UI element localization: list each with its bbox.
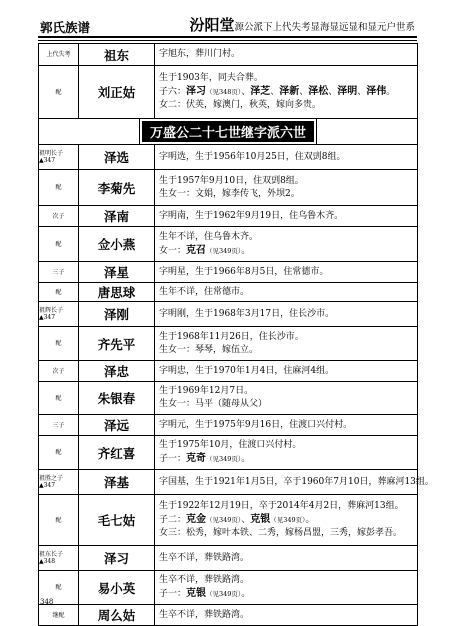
info-line <box>159 266 417 279</box>
info-line <box>159 331 417 344</box>
person-row <box>39 44 418 66</box>
info-text: 生年不详，住乌鲁木齐。 <box>159 231 259 242</box>
info-text: 字明元，生于1975年9月16日，住渡口兴付村。 <box>159 419 353 430</box>
relation-label: 配 <box>55 516 62 524</box>
info-line <box>159 513 417 527</box>
person-info <box>155 206 418 227</box>
page-reference: （见349页） <box>206 455 242 463</box>
info-text: 生年不详，住常德市。 <box>159 286 250 297</box>
info-line <box>159 48 417 61</box>
person-row <box>39 382 418 415</box>
child-name: 泽习 <box>186 86 207 97</box>
info-text: 子六： <box>159 87 187 97</box>
info-text: 字明刚，生于1968年3月17日，住长沙市。 <box>159 308 335 319</box>
info-text: 生女一：文娟，嫁李传飞，外坝2。 <box>159 188 300 199</box>
relation-cell <box>39 605 79 626</box>
person-info <box>155 436 418 470</box>
person-name: 齐先平 <box>79 327 155 361</box>
info-line <box>159 609 417 622</box>
info-text: 、 <box>270 87 280 97</box>
person-name: 齐红喜 <box>79 436 155 470</box>
person-name: 泽星 <box>79 262 155 283</box>
info-text: 子一： <box>159 589 187 599</box>
person-name: 泽远 <box>79 415 155 436</box>
relation-label: 祖东长子 <box>39 551 64 558</box>
person-name: 泽基 <box>79 470 155 495</box>
child-name: 克召 <box>186 244 207 256</box>
relation-cell <box>39 495 79 546</box>
person-name: 毛七姑 <box>79 495 155 546</box>
person-row <box>39 605 418 626</box>
person-name: 泽南 <box>79 206 155 227</box>
relation-label: 继配 <box>52 611 65 619</box>
info-text: 字国基，生于1921年1月5日，卒于1960年7月10日，葬麻河13组。 <box>159 476 434 487</box>
info-line <box>159 231 417 244</box>
info-line <box>159 452 417 466</box>
relation-cell <box>39 206 79 227</box>
info-text: 、 <box>241 515 251 525</box>
info-text: 生于1975年10月，住渡口兴付村。 <box>159 440 302 450</box>
relation-cell <box>39 327 79 361</box>
relation-cell <box>39 170 79 206</box>
relation-cell <box>39 361 79 382</box>
person-row <box>39 495 418 546</box>
person-name: 祖东 <box>79 44 155 66</box>
relation-cell <box>39 283 79 302</box>
info-text: 、 <box>328 87 338 97</box>
relation-label: 配 <box>55 449 62 456</box>
relation-cell <box>39 436 79 470</box>
person-info <box>155 170 418 206</box>
info-text: 生于1903年，同夫合葬。 <box>159 73 263 83</box>
relation-label: 配 <box>55 88 62 96</box>
person-name: 泽忠 <box>79 361 155 382</box>
page-ref-tag: ▲347 <box>39 314 56 321</box>
relation-label: 三子 <box>52 268 65 276</box>
info-line <box>159 85 417 99</box>
info-line <box>159 210 417 223</box>
info-text: 生卒不详，葬铁路湾。 <box>159 575 250 585</box>
person-row <box>39 206 418 227</box>
info-line <box>159 385 417 398</box>
person-row <box>39 302 418 327</box>
person-row <box>39 170 418 206</box>
info-text: 。 <box>241 589 251 599</box>
relation-cell <box>39 415 79 436</box>
info-line <box>159 419 417 432</box>
info-text: 、 <box>241 87 251 97</box>
relation-label: 配 <box>55 340 62 347</box>
person-name: 泽习 <box>79 546 155 571</box>
info-line <box>159 476 434 489</box>
child-name: 克银 <box>250 514 271 525</box>
info-line <box>159 552 417 565</box>
info-text: 、 <box>299 87 309 97</box>
person-row <box>39 470 418 495</box>
child-name: 泽伟 <box>366 86 387 97</box>
info-text: 。 <box>386 87 396 97</box>
person-name: 周么姑 <box>79 605 155 626</box>
relation-label: 配 <box>55 584 62 591</box>
relation-cell <box>39 145 79 170</box>
info-line <box>159 72 417 85</box>
person-row <box>39 227 418 262</box>
book-title: 郭氏族谱 <box>40 20 91 35</box>
info-text: 生于1968年11月26日，住长沙市。 <box>159 331 304 342</box>
info-line <box>159 500 417 513</box>
person-info <box>155 302 418 327</box>
person-row <box>39 66 418 119</box>
info-line <box>159 527 417 540</box>
info-text: 生女一：马平（随母从父） <box>159 399 268 409</box>
person-info <box>155 227 418 262</box>
relation-label: 配 <box>55 240 62 248</box>
person-row <box>39 327 418 361</box>
relation-cell <box>39 262 79 283</box>
person-row <box>39 415 418 436</box>
lineage-title <box>189 14 415 35</box>
person-info <box>155 145 418 170</box>
info-text: 子二： <box>159 515 187 525</box>
info-line <box>159 574 417 587</box>
relation-label: 次子 <box>52 367 65 375</box>
person-info <box>155 327 418 361</box>
person-row <box>39 546 418 571</box>
person-row <box>39 262 418 283</box>
info-text: 女三：松秀，嫁叶本铁、二秀，嫁杨昌盟，三秀，嫁彭孝吾。 <box>159 528 403 538</box>
person-name: 李菊先 <box>79 170 155 206</box>
info-line <box>159 99 417 112</box>
person-row <box>39 145 418 170</box>
person-name: 唐思球 <box>79 283 155 302</box>
info-line <box>159 286 417 299</box>
info-text: 。 <box>241 245 251 256</box>
info-text: 。 <box>305 515 315 525</box>
info-text: 、 <box>357 87 367 97</box>
info-text: 字明选，生于1956年10月25日，住双剅8组。 <box>159 151 346 162</box>
genealogy-table <box>38 43 434 626</box>
page-reference: （见349页） <box>206 246 242 255</box>
relation-label: 配 <box>55 288 62 296</box>
info-line <box>159 365 417 378</box>
info-text: 生女一：琴琴，嫁伍立。 <box>159 344 259 355</box>
info-text: 生卒不详，葬铁路湾。 <box>159 609 250 620</box>
person-info <box>155 44 418 66</box>
person-name: 佥小燕 <box>79 227 155 262</box>
header-rule-thick <box>38 36 417 38</box>
hall-name: 汾阳堂 <box>189 16 235 34</box>
header-rule-thin <box>38 40 417 41</box>
generation-banner-row <box>39 119 418 145</box>
relation-cell <box>39 227 79 262</box>
relation-label: 上代失考 <box>46 51 71 58</box>
relation-label: 次子 <box>52 212 65 220</box>
lineage-subtitle: 源公派下上代失考显海显远显和显元户世系 <box>234 22 415 33</box>
info-text: 生卒不详，葬铁路湾。 <box>159 552 250 563</box>
info-line <box>159 587 417 601</box>
relation-cell <box>39 470 79 495</box>
info-line <box>159 344 417 357</box>
person-row <box>39 283 418 302</box>
relation-label: 三子 <box>52 421 65 429</box>
info-line <box>159 188 417 201</box>
info-line <box>159 439 417 452</box>
page-ref-tag: ▲348 <box>39 558 56 565</box>
info-line <box>159 308 417 321</box>
relation-cell <box>39 546 79 571</box>
person-info <box>155 283 418 302</box>
info-text: 生于1957年9月10日，住双剅8组。 <box>159 175 304 186</box>
info-text: 字明忠，生于1970年1月4日，住麻河4组。 <box>159 365 335 376</box>
relation-label: 配 <box>55 184 62 191</box>
person-info <box>155 546 418 571</box>
info-line <box>159 175 417 188</box>
child-name: 泽芝 <box>250 86 271 97</box>
relation-label: 祖明长子 <box>39 150 64 157</box>
child-name: 泽松 <box>308 86 329 97</box>
person-info <box>155 605 418 626</box>
page-reference: （见348页） <box>206 88 242 96</box>
info-text: 字旭东，葬川门村。 <box>159 49 241 59</box>
info-line <box>159 244 417 258</box>
info-line <box>159 151 417 164</box>
info-text: 生于1922年12月19日，卒于2014年4月2日，葬麻河13组。 <box>159 501 404 511</box>
person-row <box>39 571 418 605</box>
relation-label: 配 <box>55 394 62 402</box>
info-text: 女一： <box>159 245 187 256</box>
person-row <box>39 436 418 470</box>
person-info <box>155 382 418 415</box>
info-text: 子一： <box>159 454 187 464</box>
child-name: 泽明 <box>337 86 358 97</box>
person-name: 易小英 <box>79 571 155 605</box>
info-text: 字明南，生于1962年9月19日，住乌鲁木齐。 <box>159 210 344 221</box>
relation-cell <box>39 44 79 66</box>
person-info <box>155 415 418 436</box>
relation-label: 祖胜之子 <box>39 475 64 482</box>
person-name: 泽刚 <box>79 302 155 327</box>
person-info <box>155 66 418 119</box>
info-text: 女二：伏英，嫁澳门，秋英，嫁向多贵。 <box>159 100 322 110</box>
person-info <box>155 361 418 382</box>
person-name: 泽选 <box>79 145 155 170</box>
person-info <box>155 262 418 283</box>
child-name: 泽新 <box>279 86 300 97</box>
info-line <box>159 398 417 411</box>
info-text: 。 <box>241 454 251 464</box>
relation-cell <box>39 66 79 119</box>
child-name: 克金 <box>186 514 207 525</box>
page-reference: （见349页） <box>206 590 242 598</box>
person-info <box>155 571 418 605</box>
info-text: 字明星，生于1966年8月5日，住常德市。 <box>159 266 329 277</box>
child-name: 克银 <box>186 588 207 599</box>
generation-banner: 万盛公二十七世继字派六世 <box>140 119 316 144</box>
person-info <box>155 470 434 495</box>
person-name: 朱银春 <box>79 382 155 415</box>
relation-label: 祖辉长子 <box>39 307 64 314</box>
relation-cell <box>39 302 79 327</box>
person-row <box>39 361 418 382</box>
page-reference: （见349页） <box>206 516 242 524</box>
person-name: 刘正姑 <box>79 66 155 119</box>
page-reference: （见349页） <box>270 516 306 524</box>
child-name: 克奇 <box>186 453 207 464</box>
person-info <box>155 495 418 546</box>
page-number: 348 <box>40 598 54 606</box>
page-ref-tag: ▲347 <box>39 157 56 164</box>
relation-cell <box>39 382 79 415</box>
info-text: 生于1969年12月7日。 <box>159 386 254 396</box>
page-ref-tag: ▲347 <box>39 482 56 489</box>
